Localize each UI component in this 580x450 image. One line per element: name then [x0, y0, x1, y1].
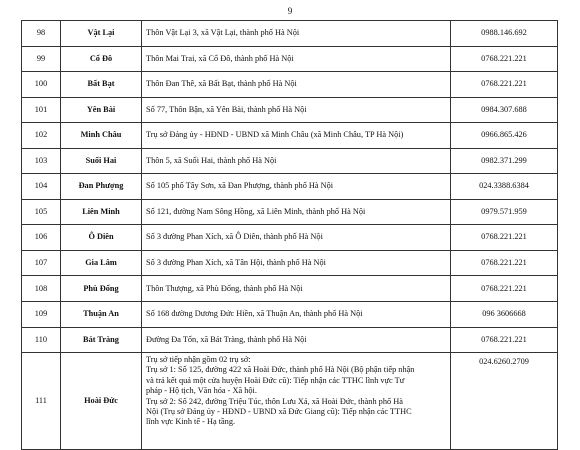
- address-line: Số 3 đường Phan Xích, xã Tân Hội, thành phố Hà Nội: [146, 258, 326, 268]
- address-cell: [142, 225, 451, 251]
- table-row: [22, 199, 558, 225]
- row-number: 111: [22, 353, 61, 450]
- table-row: [22, 327, 558, 353]
- address-cell: [142, 97, 451, 123]
- address-line: và trả kết quả một cửa huyện Hoài Đức cũ): Tiếp nhận các TTHC lĩnh vực Tư: [146, 375, 405, 385]
- commune-name: Gia Lâm: [61, 250, 142, 276]
- address-line: Số 105 phố Tây Sơn, xã Đan Phượng, thành phố Hà Nội: [146, 181, 334, 191]
- commune-contact-table: [21, 20, 558, 450]
- row-number: 103: [22, 148, 61, 174]
- row-number: 98: [22, 21, 61, 47]
- address-cell: [142, 174, 451, 200]
- address-line: Trụ sở 2: Số 242, đường Triệu Túc, thôn Lưu Xá, xã Hoài Đức, thành phố Hà: [146, 396, 403, 406]
- address-cell: [142, 72, 451, 98]
- address-cell: [142, 250, 451, 276]
- address-cell: [142, 353, 451, 450]
- table-row: [22, 46, 558, 72]
- phone-number: 0768.221.221: [451, 250, 558, 276]
- row-number: 110: [22, 327, 61, 353]
- phone-number: 0768.221.221: [451, 276, 558, 302]
- address-cell: [142, 123, 451, 149]
- address-line: Thôn Đan Thê, xã Bất Bạt, thành phố Hà Nội: [146, 79, 297, 89]
- address-line: Thôn Vật Lại 3, xã Vật Lại, thành phố Hà Nội: [146, 28, 300, 38]
- page-number: 9: [287, 6, 293, 16]
- row-number: 99: [22, 46, 61, 72]
- table-row: [22, 72, 558, 98]
- address-line: Trụ sở tiếp nhận gồm 02 trụ sở:: [146, 355, 251, 365]
- commune-name: Cổ Đô: [61, 46, 142, 72]
- address-cell: [142, 46, 451, 72]
- phone-number: 0768.221.221: [451, 225, 558, 251]
- address-line: Số 3 đường Phan Xích, xã Ô Diên, thành phố Hà Nội: [146, 232, 323, 242]
- address-line: Số 121, đường Nam Sông Hồng, xã Liên Minh, thành phố Hà Nội: [146, 206, 366, 216]
- commune-name: Đan Phượng: [61, 174, 142, 200]
- row-number: 109: [22, 302, 61, 328]
- commune-name: Phù Đổng: [61, 276, 142, 302]
- commune-name: Vật Lại: [61, 21, 142, 47]
- table-row: [22, 302, 558, 328]
- address-cell: [142, 199, 451, 225]
- phone-number: 024.6260.2709: [451, 353, 558, 450]
- table-row: [22, 225, 558, 251]
- table-body: [22, 21, 558, 450]
- address-line: Thôn 5, xã Suối Hai, thành phố Hà Nội: [146, 155, 277, 165]
- commune-name: Minh Châu: [61, 123, 142, 149]
- address-cell: [142, 327, 451, 353]
- table-row: [22, 148, 558, 174]
- commune-name: Thuận An: [61, 302, 142, 328]
- phone-number: 0982.371.299: [451, 148, 558, 174]
- address-line: pháp - Hộ tịch, Văn hóa - Xã hội.: [146, 386, 257, 396]
- table-row: [22, 250, 558, 276]
- commune-name: Bát Tràng: [61, 327, 142, 353]
- address-line: Nội (Trụ sở Đảng ủy - HĐND - UBND xã Đức Giang cũ): Tiếp nhận các TTHC: [146, 406, 412, 416]
- table-row: [22, 123, 558, 149]
- address-cell: [142, 302, 451, 328]
- row-number: 105: [22, 199, 61, 225]
- phone-number: 024.3388.6384: [451, 174, 558, 200]
- address-line: Thôn Mai Trai, xã Cổ Đô, thành phố Hà Nội: [146, 53, 294, 63]
- table-row: [22, 276, 558, 302]
- commune-name: Hoài Đức: [61, 353, 142, 450]
- table-row: [22, 21, 558, 47]
- row-number: 107: [22, 250, 61, 276]
- commune-name: Ô Diên: [61, 225, 142, 251]
- table-row: [22, 174, 558, 200]
- commune-name: Bất Bạt: [61, 72, 142, 98]
- phone-number: 0768.221.221: [451, 46, 558, 72]
- address-cell: [142, 21, 451, 47]
- row-number: 108: [22, 276, 61, 302]
- row-number: 104: [22, 174, 61, 200]
- row-number: 100: [22, 72, 61, 98]
- row-number: 101: [22, 97, 61, 123]
- commune-name: Liên Minh: [61, 199, 142, 225]
- phone-number: 096 3606668: [451, 302, 558, 328]
- commune-name: Yên Bài: [61, 97, 142, 123]
- address-line: Trụ sở Đảng ủy - HĐND - UBND xã Minh Châu (xã Minh Châu, TP Hà Nội): [146, 130, 404, 140]
- phone-number: 0966.865.426: [451, 123, 558, 149]
- commune-name: Suối Hai: [61, 148, 142, 174]
- address-cell: [142, 148, 451, 174]
- address-line: Số 168 đường Dương Đức Hiền, xã Thuận An, thành phố Hà Nội: [146, 309, 363, 319]
- phone-number: 0768.221.221: [451, 72, 558, 98]
- address-line: Trụ sở 1: Số 125, đường 422 xã Hoài Đức, thành phố Hà Nội (Bộ phận tiếp nhận: [146, 365, 415, 375]
- address-line: Thôn Thượng, xã Phù Đổng, thành phố Hà Nội: [146, 283, 303, 293]
- address-line: lĩnh vực Kinh tế - Hạ tầng.: [146, 417, 236, 427]
- address-line: Đường Đa Tốn, xã Bát Tràng, thành phố Hà Nội: [146, 334, 307, 344]
- phone-number: 0979.571.959: [451, 199, 558, 225]
- table-row: [22, 97, 558, 123]
- address-line: Số 77, Thôn Bận, xã Yên Bài, thành phố Hà Nội: [146, 104, 307, 114]
- row-number: 102: [22, 123, 61, 149]
- table-row: [22, 353, 558, 450]
- phone-number: 0984.307.688: [451, 97, 558, 123]
- address-cell: [142, 276, 451, 302]
- phone-number: 0768.221.221: [451, 327, 558, 353]
- phone-number: 0988.146.692: [451, 21, 558, 47]
- row-number: 106: [22, 225, 61, 251]
